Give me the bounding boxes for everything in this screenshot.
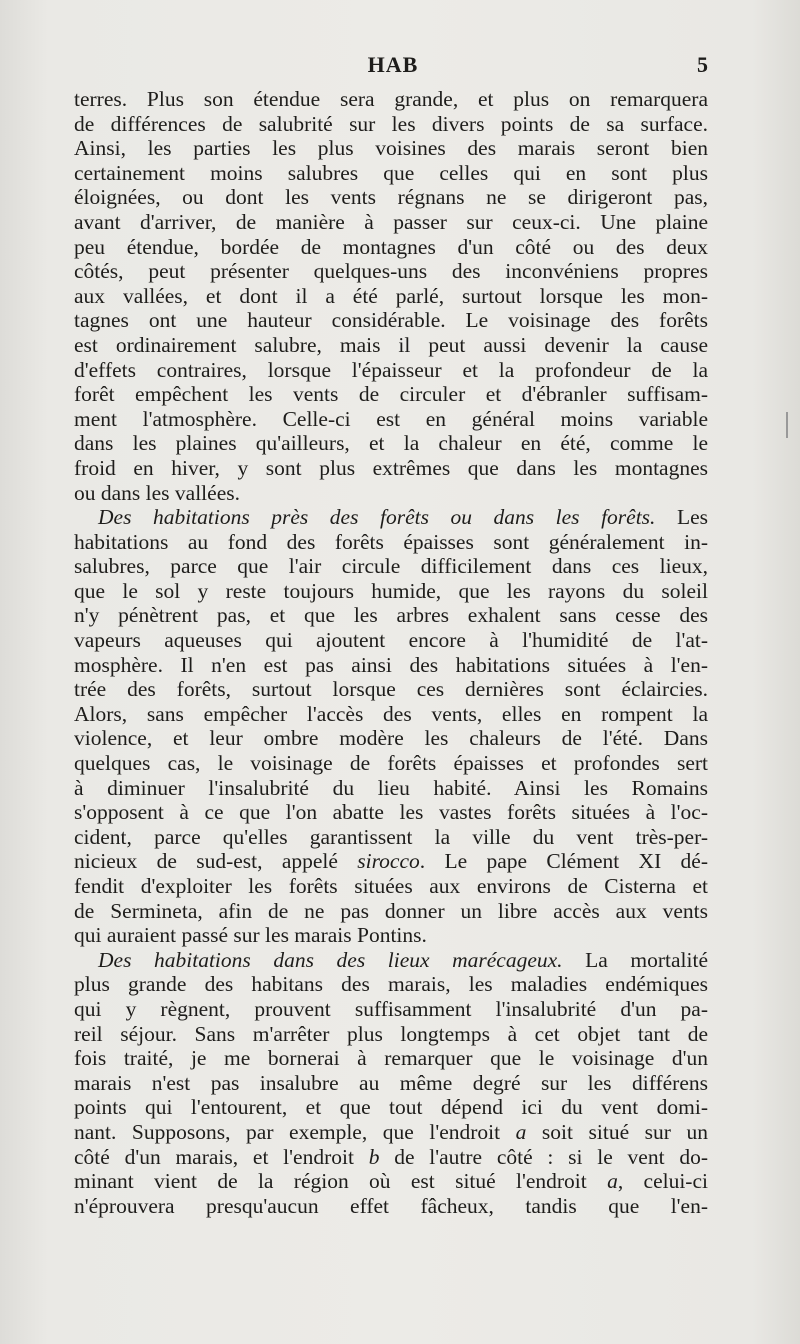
body-text [74, 87, 708, 1218]
text-line: quelques cas, le voisinage de forêts épaisses et profondes sert [74, 751, 708, 776]
paragraph-marecageux-start [74, 948, 708, 973]
text-fragment: côté d'un marais, et l'endroit [74, 1144, 369, 1169]
text-line: ou dans les vallées. [74, 480, 240, 505]
text-line: que le sol y reste toujours humide, que les rayons du soleil [74, 578, 708, 603]
variable-b: b [368, 1144, 380, 1169]
text-line: cident, parce qu'elles garantissent la ville du vent très-per- [74, 824, 708, 849]
text-line: éloignées, ou dont les vents régnans ne se dirigeront pas, [74, 185, 708, 210]
text-line: côtés, peut présenter quelques-uns des inconvéniens propres [74, 259, 708, 284]
text-line: Ainsi, les parties les plus voisines des marais seront bien [74, 136, 708, 161]
text-fragment: soit situé sur un [526, 1119, 708, 1144]
text-line: n'éprouvera presqu'aucun effet fâcheux, tandis que l'en- [74, 1193, 708, 1218]
text-line: n'y pénètrent pas, et que les arbres exhalent sans cesse des [74, 603, 708, 628]
text-fragment: nant. Supposons, par exemple, que l'endroit [74, 1119, 516, 1144]
running-header [78, 52, 708, 82]
text-line: tagnes ont une hauteur considérable. Le voisinage des forêts [74, 308, 708, 333]
text-fragment: nicieux de sud-est, appelé [74, 849, 358, 874]
text-line: vapeurs aqueuses qui ajoutent encore à l'humidité de l'at- [74, 628, 708, 653]
text-line: qui auraient passé sur les marais Pontins. [74, 923, 427, 948]
text-line: froid en hiver, y sont plus extrêmes que dans les montagnes [74, 455, 708, 480]
text-line: avant d'arriver, de manière à passer sur ceux-ci. Une plaine [74, 209, 708, 234]
text-line-var-b [74, 1145, 708, 1170]
text-line: à diminuer l'insalubrité du lieu habité. Ainsi les Romains [74, 775, 708, 800]
variable-a: a [607, 1169, 618, 1194]
text-line: trée des forêts, surtout lorsque ces dernières sont éclaircies. [74, 677, 708, 702]
text-line: de différences de salubrité sur les divers points de sa surface. [74, 111, 708, 136]
text-line: marais n'est pas insalubre au même degré sur les différens [74, 1070, 708, 1095]
running-title: HAB [367, 52, 419, 77]
text-line: qui y règnent, prouvent suffisamment l'insalubrité d'un pa- [74, 996, 708, 1021]
margin-mark [786, 412, 788, 438]
text-line: salubres, parce que l'air circule difficilement dans ces lieux, [74, 554, 708, 579]
paragraph-forets-start [74, 505, 708, 530]
text-line: reil séjour. Sans m'arrêter plus longtemps à cet objet tant de [74, 1021, 708, 1046]
text-line-var-a-2 [74, 1169, 708, 1194]
text-fragment: . Le pape Clément XI dé- [419, 849, 709, 874]
text-fragment: , celui-ci [617, 1169, 708, 1194]
text-fragment: minant vient de la région où est situé l'endroit [74, 1169, 608, 1194]
text-line: plus grande des habitans des marais, les maladies endémiques [74, 972, 708, 997]
text-fragment: de l'autre côté : si le vent do- [379, 1144, 708, 1169]
text-line: fendit d'exploiter les forêts situées aux environs de Cisterna et [74, 874, 708, 898]
text-line: forêt empêchent les vents de circuler et d'ébranler suffisam- [74, 382, 708, 407]
page-number: 5 [697, 52, 708, 77]
text-line: dans les plaines qu'ailleurs, et la chaleur en été, comme le [74, 431, 708, 456]
text-line: peu étendue, bordée de montagnes d'un côté ou des deux [74, 234, 708, 259]
text-line: points qui l'entourent, et que tout dépend ici du vent domi- [74, 1095, 708, 1120]
text-line-sirocco [74, 849, 708, 874]
section-heading-marecageux: Des habitations dans des lieux marécageux. [98, 947, 563, 972]
text-line: habitations au fond des forêts épaisses sont généralement in- [74, 529, 708, 554]
term-sirocco: sirocco [357, 849, 420, 874]
text-line: certainement moins salubres que celles qui en sont plus [74, 160, 708, 185]
text-line: violence, et leur ombre modère les chaleurs de l'été. Dans [74, 726, 708, 751]
text-line: aux vallées, et dont il a été parlé, surtout lorsque les mon- [74, 283, 708, 308]
variable-a: a [515, 1119, 527, 1144]
section-heading-forets: Des habitations près des forêts ou dans les forêts. [98, 505, 656, 530]
text-line: ment l'atmosphère. Celle-ci est en général moins variable [74, 406, 708, 431]
text-line: d'effets contraires, lorsque l'épaisseur et la profondeur de la [74, 357, 708, 382]
text-line: fois traité, je me bornerai à remarquer que le voisinage d'un [74, 1046, 708, 1071]
text-line: s'opposent à ce que l'on abatte les vastes forêts situées à l'oc- [74, 800, 708, 825]
text-line: de Sermineta, afin de ne pas donner un libre accès aux vents [74, 898, 708, 923]
text-line: mosphère. Il n'en est pas ainsi des habitations situées à l'en- [74, 652, 708, 677]
text-line: terres. Plus son étendue sera grande, et plus on remarquera [74, 87, 708, 111]
text-line: est ordinairement salubre, mais il peut aussi devenir la cause [74, 332, 708, 357]
text-fragment: La mortalité [585, 947, 708, 972]
text-line-var-a [74, 1120, 708, 1145]
text-fragment: Les [676, 505, 708, 530]
text-line: Alors, sans empêcher l'accès des vents, elles en rompent la [74, 701, 708, 726]
